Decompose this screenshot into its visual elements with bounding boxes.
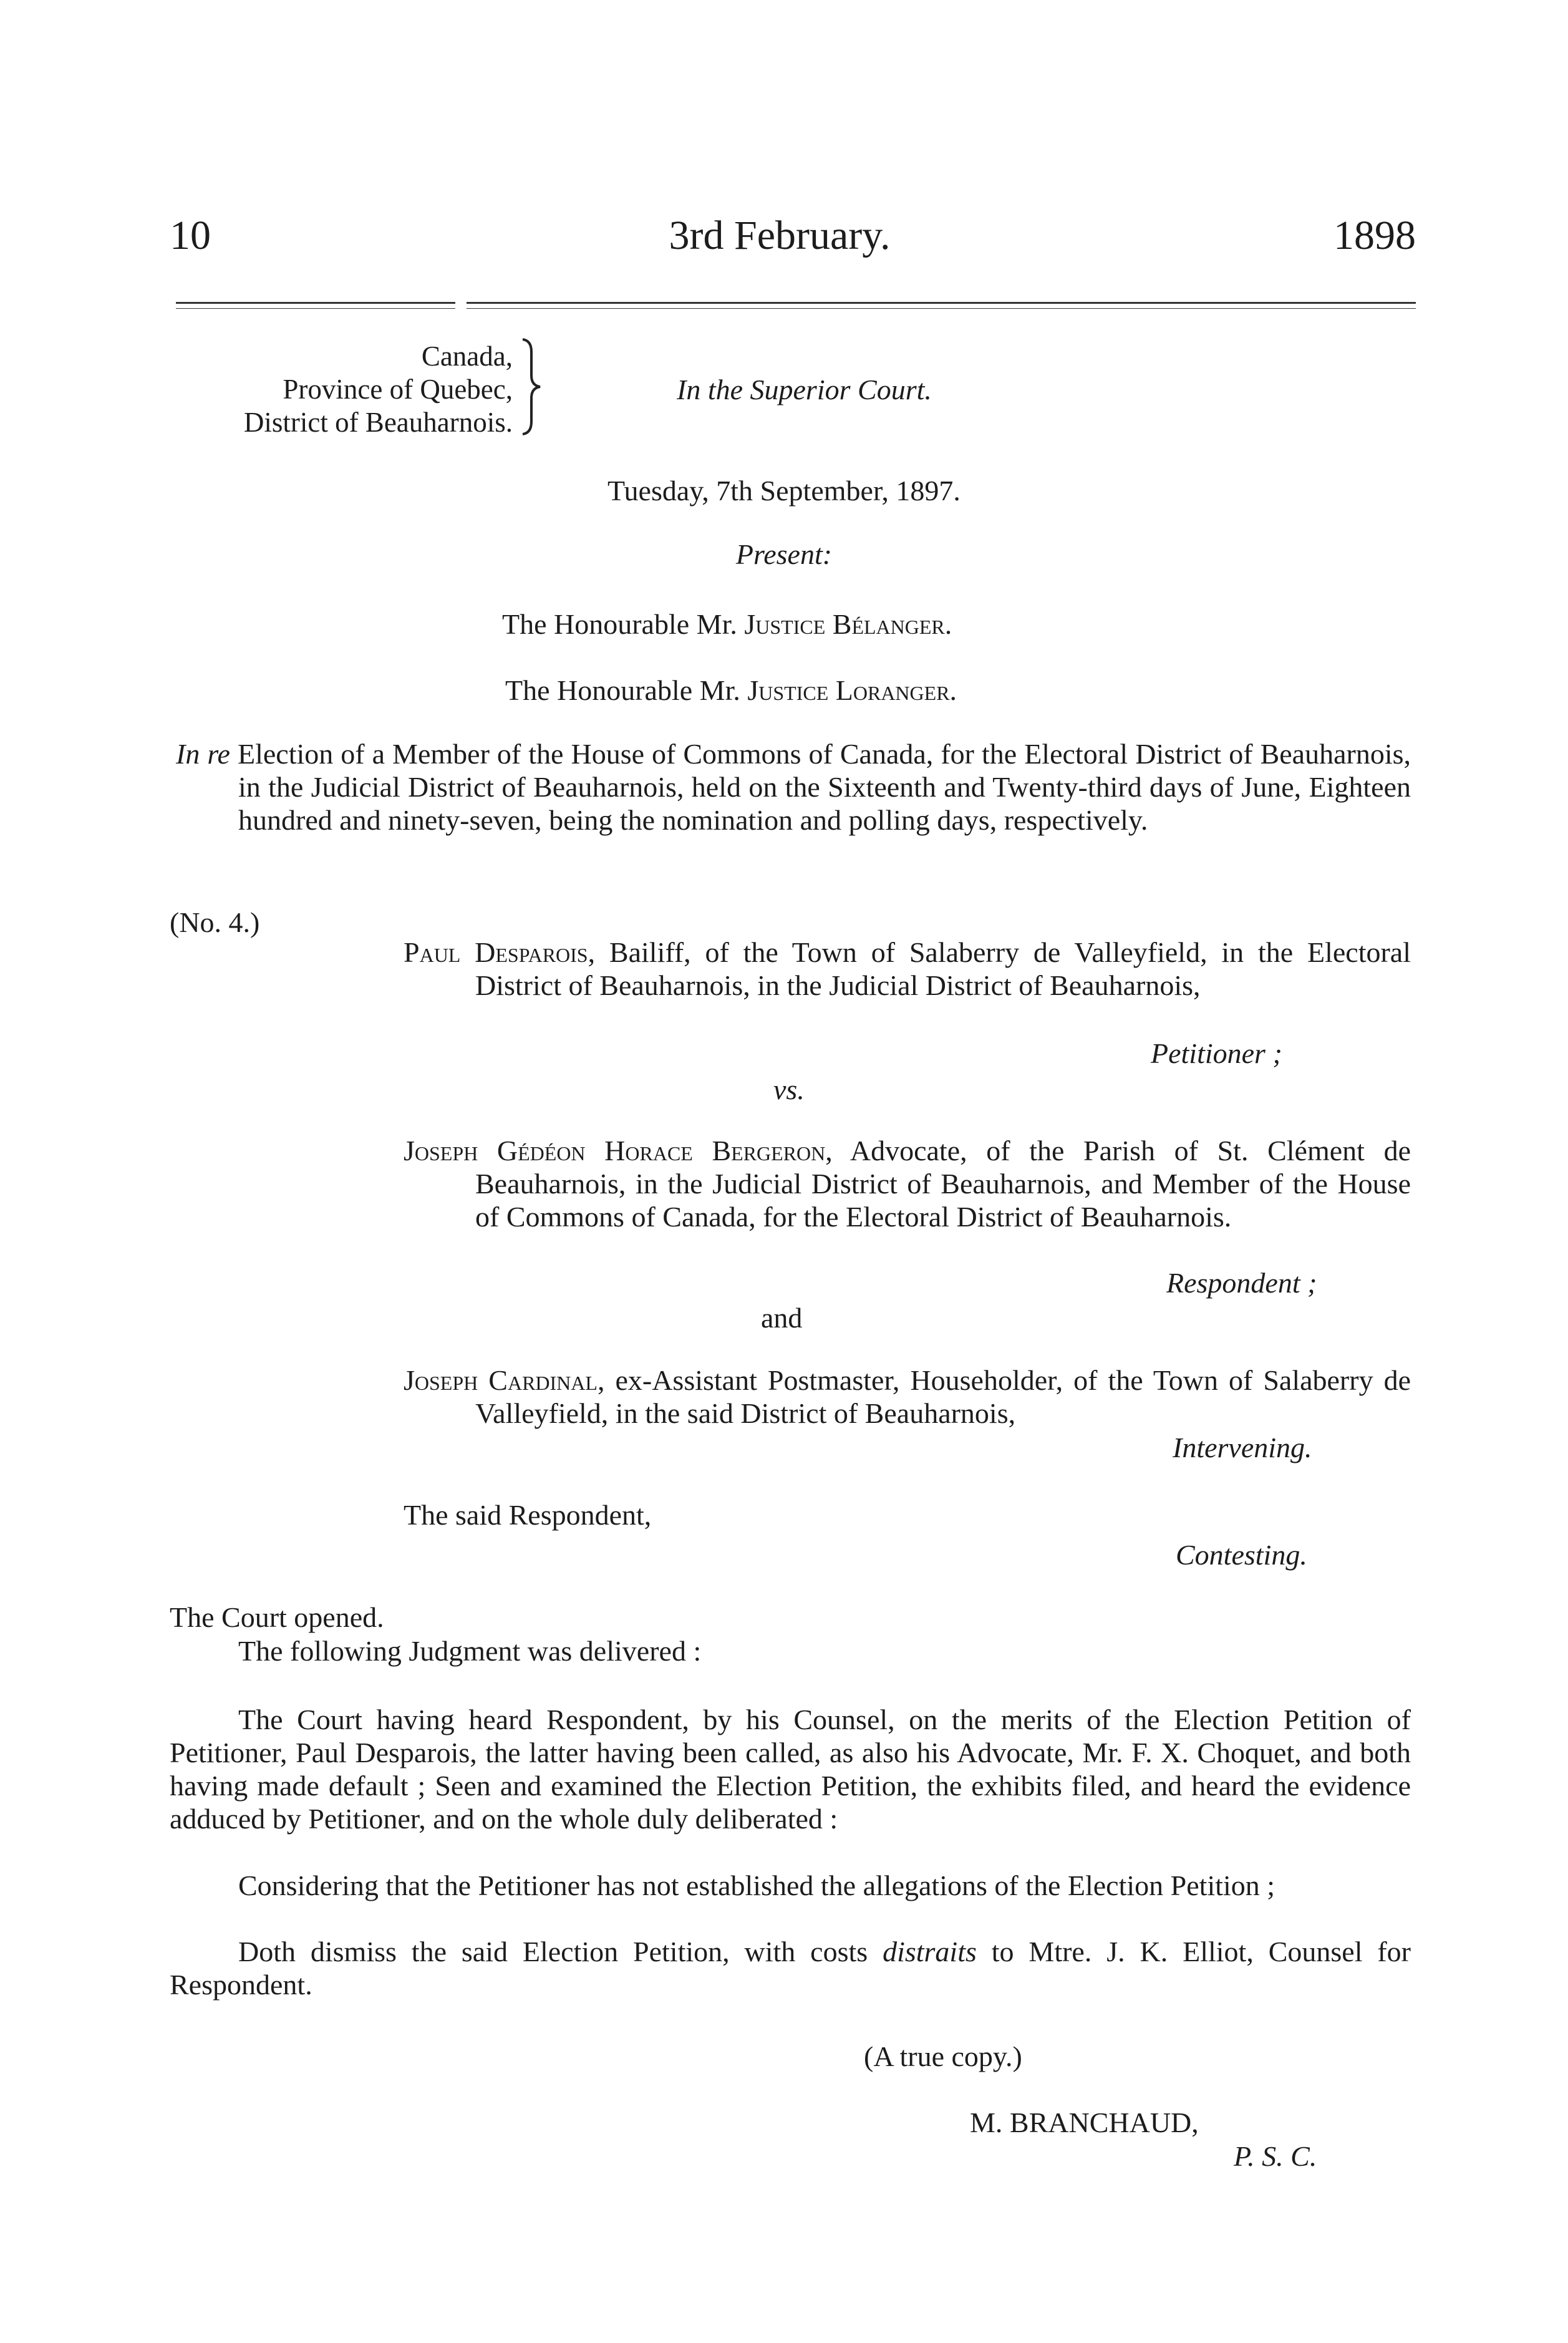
petitioner-block [404,936,1411,1002]
header-rule-right-thin [467,308,1416,309]
header-rule-right [467,302,1416,304]
judgment-paragraph-2: Considering that the Petitioner has not established the allegations of the Election Petition ; [238,1870,1275,1901]
intervenor-description: , ex-Assistant Postmaster, Householder, of the Town of Salaberry de Valleyfield, in the said District of Beauharnois, [475,1364,1411,1429]
in-re-text: Election of a Member of the House of Commons of Canada, for the Electoral District of Beauharnois, in the Judicial District of Beauharnois, held on the Sixteenth and Twenty-third days of June, Eighteen hundred and ninety-seven, being the nomination and polling days, respectively. [237,738,1411,836]
page-date: 3rd February. [669,213,891,258]
jurisdiction-line-3: District of Beauharnois. [243,407,513,438]
judgment-paragraph-1: The Court having heard Respondent, by his Counsel, on the merits of the Election Petition of Petitioner, Paul Desparois, the latter having been called, as also his Advocate, Mr. F. X. Choquet, and both having made default ; Seen and examined the Election Petition, the exhibits filed, and heard the evidence adduced by Petitioner, and on the whole duly deliberated : [170,1704,1411,1835]
signatory-name: M. BRANCHAUD, [970,2107,1199,2138]
judge-2: The Honourable Mr. Justice Loranger. [505,674,957,706]
versus: vs. [773,1074,805,1105]
session-date: Tuesday, 7th September, 1897. [607,475,961,507]
signatory-office: P. S. C. [1234,2140,1317,2172]
judge-1: The Honourable Mr. Justice Bélanger. [502,608,952,640]
curly-brace [519,337,544,437]
in-re-label: In re [176,738,230,770]
petitioner-description: , Bailiff, of the Town of Salaberry de Valleyfield, in the Electoral District of Beauharnois, in the Judicial District of Beauharnois, [475,936,1411,1001]
intervenor-role: Intervening. [1173,1432,1312,1463]
respondent-description: , Advocate, of the Parish of St. Clément de Beauharnois, in the Judicial District of Beauharnois, and Member of the House of Commons of Canada, for the Electoral District of Beauharnois. [475,1135,1411,1233]
header-rule-left [176,302,455,304]
intervenor-name: Joseph Cardinal [404,1364,598,1396]
header-rule-left-thin [176,308,455,309]
court-name: In the Superior Court. [677,374,932,405]
in-re-paragraph [176,737,1411,837]
jurisdiction-block [156,340,513,439]
judgment-intro: The following Judgment was delivered : [238,1635,702,1667]
petitioner-name: Paul Desparois [404,936,588,968]
said-respondent: The said Respondent, [404,1499,652,1531]
page-number: 10 [170,213,211,258]
jurisdiction-line-1: Canada, [421,341,513,372]
jurisdiction-line-2: Province of Quebec, [283,374,513,405]
respondent-block [404,1134,1411,1233]
page-year: 1898 [1333,213,1416,258]
respondent-name: Joseph Gédéon Horace Bergeron [404,1135,826,1167]
present-label: Present: [735,538,833,570]
intervenor-block [404,1364,1411,1430]
case-number: (No. 4.) [170,906,260,938]
petitioner-role: Petitioner ; [1151,1037,1282,1069]
contesting-role: Contesting. [1176,1539,1307,1571]
respondent-role: Respondent ; [1166,1267,1317,1299]
judgment-paragraph-3: Doth dismiss the said Election Petition, with costs distraits to Mtre. J. K. Elliot, Counsel for Respondent. [170,1936,1411,2001]
true-copy: (A true copy.) [864,2040,1022,2072]
conjunction-and: and [761,1302,803,1334]
court-opened: The Court opened. [170,1601,384,1633]
